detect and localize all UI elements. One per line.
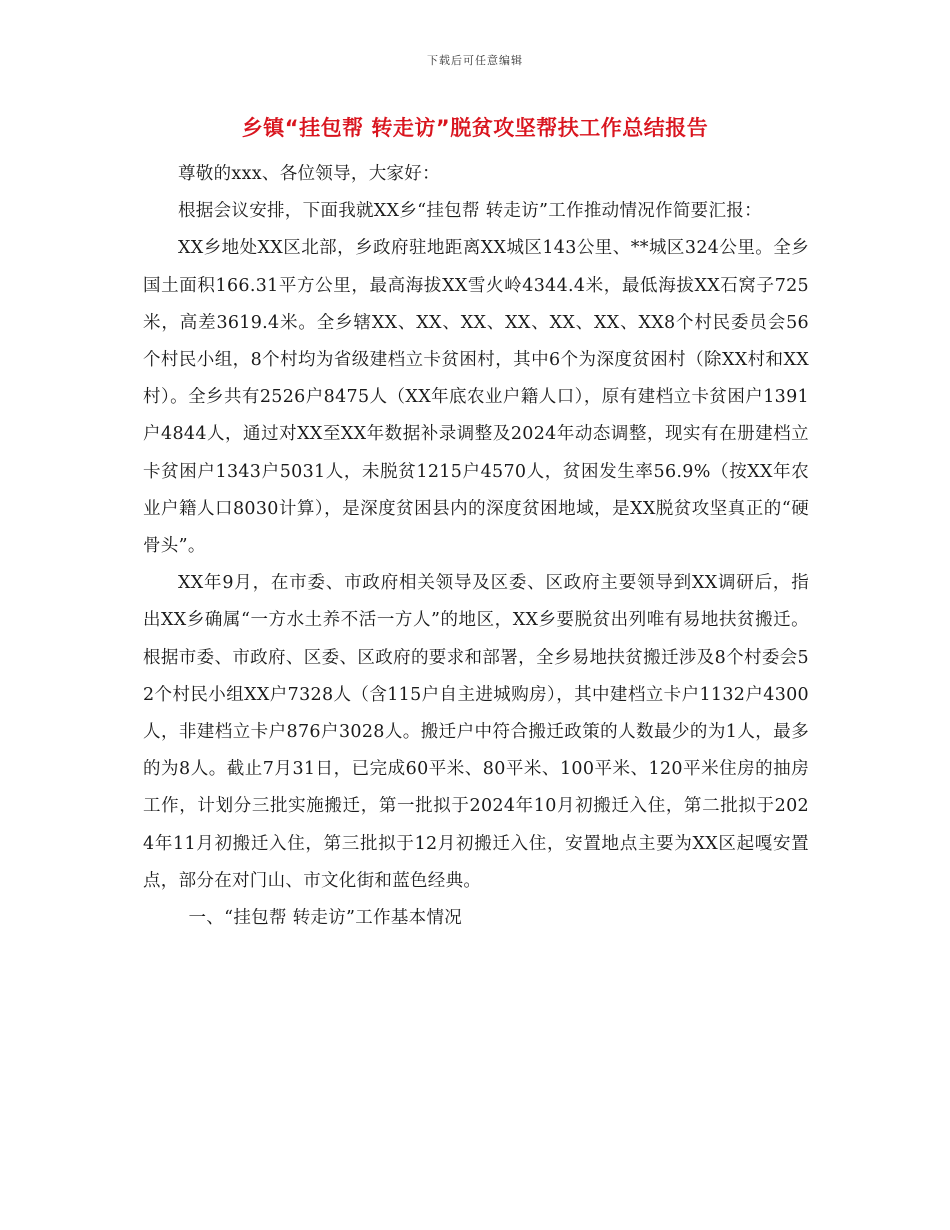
document-title: 乡镇“挂包帮 转走访”脱贫攻坚帮扶工作总结报告 <box>241 116 709 140</box>
intro-paragraph: 根据会议安排，下面我就XX乡“挂包帮 转走访”工作推动情况作简要汇报： <box>178 201 762 222</box>
document-body <box>143 156 809 937</box>
overview-paragraph: XX乡地处XX区北部，乡政府驻地距离XX城区143公里、**城区324公里。全乡国土面积166.31平方公里，最高海拔XX雪火岭4344.4米，最低海拔XX石窝子725米，高差3619.4米。全乡辖XX、XX、XX、XX、XX、XX、XX8个村民委员会56个村民小组，8个村均为省级建档立卡贫困村，其中6个为深度贫困村（除XX村和XX村）。全乡共有2526户8475人（XX年底农业户籍人口），原有建档立卡贫困户1391户4844人，通过对XX至XX年数据补录调整及2024年动态调整，现实有在册建档立卡贫困户1343户5031人，未脱贫1215户4570人，贫困发生率56.9%（按XX年农业户籍人口8030计算），是深度贫困县内的深度贫困地域，是XX脱贫攻坚真正的“硬骨头”。 <box>143 238 809 557</box>
page-header-note: 下载后可任意编辑 <box>427 54 523 67</box>
greeting-paragraph: 尊敬的xxx、各位领导，大家好： <box>178 164 440 184</box>
section-heading: 一、“挂包帮 转走访”工作基本情况 <box>188 908 463 929</box>
relocation-paragraph: XX年9月，在市委、市政府相关领导及区委、区政府主要领导到XX调研后，指出XX乡确属“一方水土养不活一方人”的地区，XX乡要脱贫出列唯有易地扶贫搬迁。根据市委、市政府、区委、区政府的要求和部署，全乡易地扶贫搬迁涉及8个村委会52个村民小组XX户7328人（含115户自主进城购房），其中建档立卡户1132户4300人，非建档立卡户876户3028人。搬迁户中符合搬迁政策的人数最少的为1人，最多的为8人。截止7月31日，已完成60平米、80平米、100平米、120平米住房的抽房工作，计划分三批实施搬迁，第一批拟于2024年10月初搬迁入住，第二批拟于2024年11月初搬迁入住，第三批拟于12月初搬迁入住，安置地点主要为XX区起嘎安置点，部分在对门山、市文化街和蓝色经典。 <box>143 573 809 891</box>
